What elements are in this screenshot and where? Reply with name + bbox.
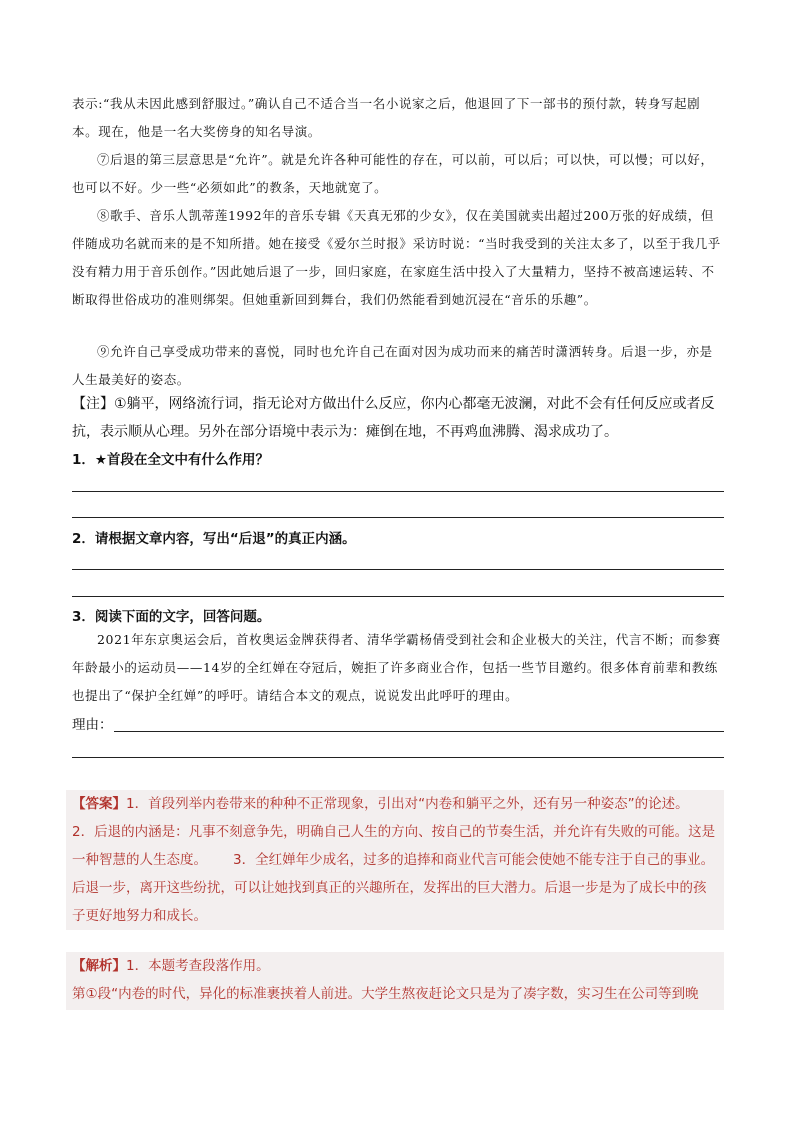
answer-line[interactable] [114, 731, 724, 732]
analysis-2: 第①段“内卷的时代，异化的标准裹挟着人前进。大学生熬夜赶论文只是为了凑字数，实习生在公司等到晚 [72, 986, 699, 1002]
answer-line[interactable] [72, 596, 724, 597]
analysis-1 [66, 952, 724, 980]
passage-paragraph-9: ⑨允许自己享受成功带来的喜悦，同时也允许自己在面对因为成功而来的痛苦时潇洒转身。后退一步，亦是人生最美好的姿态。 [72, 344, 713, 387]
passage-paragraph-7: ⑦后退的第三层意思是“允许”。就是允许各种可能性的存在，可以前，可以后；可以快，可以慢；可以好，也可以不好。少一些“必须如此”的教条，天地就宽了。 [72, 152, 714, 195]
answer-line[interactable] [72, 517, 724, 518]
answer-line[interactable] [72, 757, 724, 758]
answer-tag: 【答案】 [72, 796, 126, 812]
answer-line[interactable] [72, 491, 724, 492]
answer-line[interactable] [72, 569, 724, 570]
answer-1 [66, 790, 724, 818]
question-3: 3．阅读下面的文字，回答问题。 [72, 609, 271, 625]
analysis-section [66, 952, 724, 1010]
question-3-material: 2021年东京奥运会后，首枚奥运金牌获得者、清华学霸杨倩受到社会和企业极大的关注，代言不断；而参赛年龄最小的运动员——14岁的全红婵在夺冠后，婉拒了许多商业合作，包括一些节目邀约。很多体育前辈和教练也提出了“保护全红婵”的呼吁。请结合本文的观点，说说发出此呼吁的理由。 [72, 632, 721, 703]
footnote: 【注】①躺平，网络流行词，指无论对方做出什么反应，你内心都毫无波澜，对此不会有任何反应或者反抗，表示顺从心理。另外在部分语境中表示为：瘫倒在地，不再鸡血沸腾、渴求成功了。 [72, 396, 715, 440]
answer-2-text: 2．后退的内涵是：凡事不刻意争先，明确自己人生的方向、按自己的节奏生活，并允许有失败的可能。这是一种智慧的人生态度。 [72, 824, 716, 868]
answer-1-text: 1．首段列举内卷带来的种种不正常现象，引出对“内卷和躺平之外，还有另一种姿态”的论述。 [126, 796, 689, 812]
question-2: 2．请根据文章内容，写出“后退”的真正内涵。 [72, 531, 356, 547]
answer-section [66, 790, 724, 930]
question-1: 1．★首段在全文中有什么作用？ [72, 452, 269, 468]
answer-2-and-3 [66, 818, 724, 930]
reason-label: 理由： [72, 717, 113, 733]
passage-paragraph-8: ⑧歌手、音乐人凯蒂莲1992年的音乐专辑《天真无邪的少女》，仅在美国就卖出超过200万张的好成绩，但伴随成功名就而来的是不知所措。她在接受《爱尔兰时报》采访时说：“当时我受到的关注太多了，以至于我几乎没有精力用于音乐创作。”因此她后退了一步，回归家庭，在家庭生活中投入了大量精力，坚持不被高速运转、不断取得世俗成功的准则绑架。但她重新回到舞台，我们仍然能看到她沉浸在“音乐的乐趣”。 [72, 208, 721, 307]
answer-3-text: 3．全红婵年少成名，过多的追捧和商业代言可能会使她不能专注于自己的事业。后退一步，离开这些纷扰，可以让她找到真正的兴趣所在，发挥出的巨大潜力。后退一步是为了成长中的孩子更好地努力和成长。 [72, 852, 715, 924]
analysis-1-text: 1．本题考查段落作用。 [126, 958, 270, 974]
analysis-tag: 【解析】 [72, 958, 126, 974]
passage-paragraph-continued: 表示:“我从未因此感到舒服过。”确认自己不适合当一名小说家之后，他退回了下一部书的预付款，转身写起剧本。现在，他是一名大奖傍身的知名导演。 [72, 96, 701, 139]
